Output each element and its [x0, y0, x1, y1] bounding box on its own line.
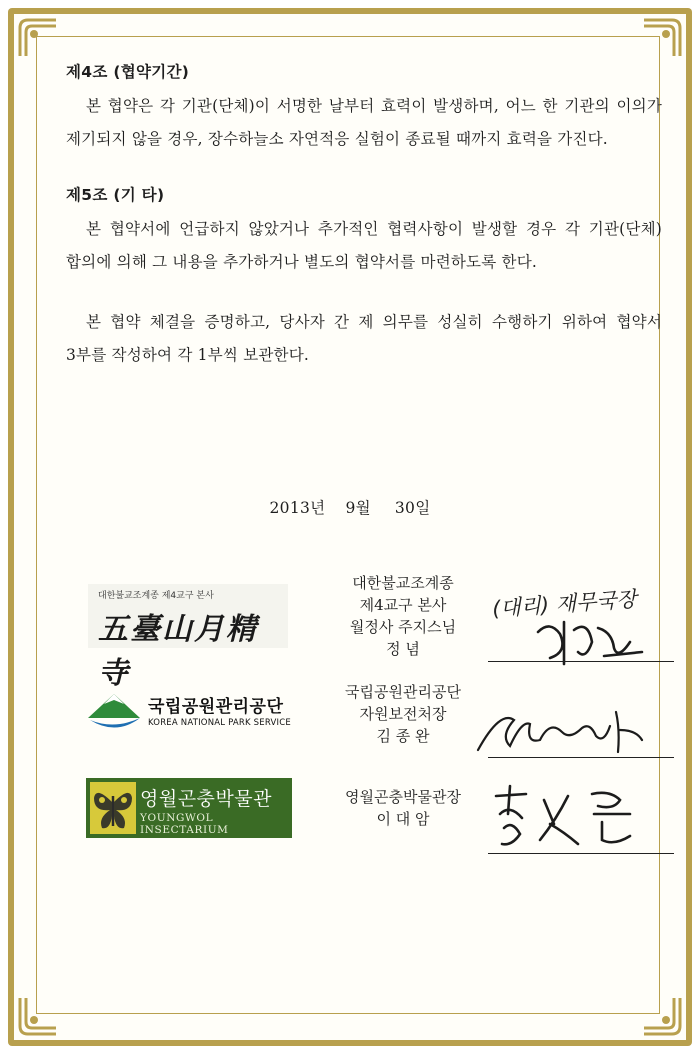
signatory-2-line: 김 종 완 [376, 727, 430, 745]
woljeongsa-logo [88, 584, 288, 691]
corner-ornament-icon [640, 994, 684, 1038]
signatory-2-line: 자원보전처장 [359, 705, 447, 723]
closing-statement: 본 협약 체결을 증명하고, 당사자 간 제 의무를 성실히 수행하기 위하여 협약서 3부를 작성하여 각 1부씩 보관한다. [66, 313, 662, 364]
signatory-2-line: 국립공원관리공단 [345, 683, 461, 701]
logo-english-name: KOREA NATIONAL PARK SERVICE [148, 718, 291, 728]
mountain-icon [86, 688, 144, 738]
article-4-body: 본 협약은 각 기관(단체)이 서명한 날부터 효력이 발생하며, 어느 한 기관의 이의가 제기되지 않을 경우, 장수하늘소 자연적응 실험이 종료될 때까지 효력을 가진다. [66, 97, 662, 148]
logo-english-name: YOUNGWOL INSECTARIUM [140, 812, 229, 836]
signatory-1-line: 월정사 주지스님 [349, 618, 457, 636]
article-5-title: 제5조 (기 타) [66, 186, 165, 204]
article-5-body: 본 협약서에 언급하지 않았거나 추가적인 협력사항이 발생할 경우 각 기관(단체) 합의에 의해 그 내용을 추가하거나 별도의 협약서를 마련하도록 한다. [66, 220, 662, 271]
signatory-1-line: 정 념 [386, 640, 420, 658]
signatory-3-line: 영월곤충박물관장 [345, 788, 461, 806]
signature-line [488, 853, 674, 854]
signatory-1-name-block [318, 572, 488, 660]
date-month: 9월 [345, 499, 371, 517]
signatory-3-name-block [318, 786, 488, 830]
date-day: 30일 [394, 499, 431, 517]
signature-line [488, 661, 674, 662]
signatory-1-line: 제4교구 본사 [359, 596, 447, 614]
logo-subtitle: 대한불교조계종 제4교구 본사 [98, 591, 214, 601]
logo-korean-name: 영월곤충박물관 [140, 788, 272, 810]
signatory-3-line: 이 대 암 [376, 810, 430, 828]
butterfly-icon [90, 782, 136, 834]
document-body [66, 60, 662, 371]
signing-date [0, 496, 700, 518]
signatory-2-name-block [318, 681, 488, 747]
corner-ornament-icon [640, 16, 684, 60]
corner-ornament-icon [16, 994, 60, 1038]
corner-ornament-icon [16, 16, 60, 60]
date-year: 2013년 [269, 499, 326, 517]
article-4-title: 제4조 (협약기간) [66, 63, 190, 81]
knps-logo [86, 686, 296, 740]
insectarium-logo [86, 778, 292, 838]
logo-korean-name: 국립공원관리공단 [148, 697, 284, 717]
signature-1 [530, 612, 650, 668]
handwritten-proxy-note: (대리) 재무국장 [491, 586, 638, 622]
signature-line [488, 757, 674, 758]
signatory-1-line: 대한불교조계종 [352, 574, 454, 592]
signature-2 [470, 700, 660, 760]
logo-calligraphy: 五臺山月精寺 [98, 612, 258, 691]
signature-3 [490, 774, 660, 858]
